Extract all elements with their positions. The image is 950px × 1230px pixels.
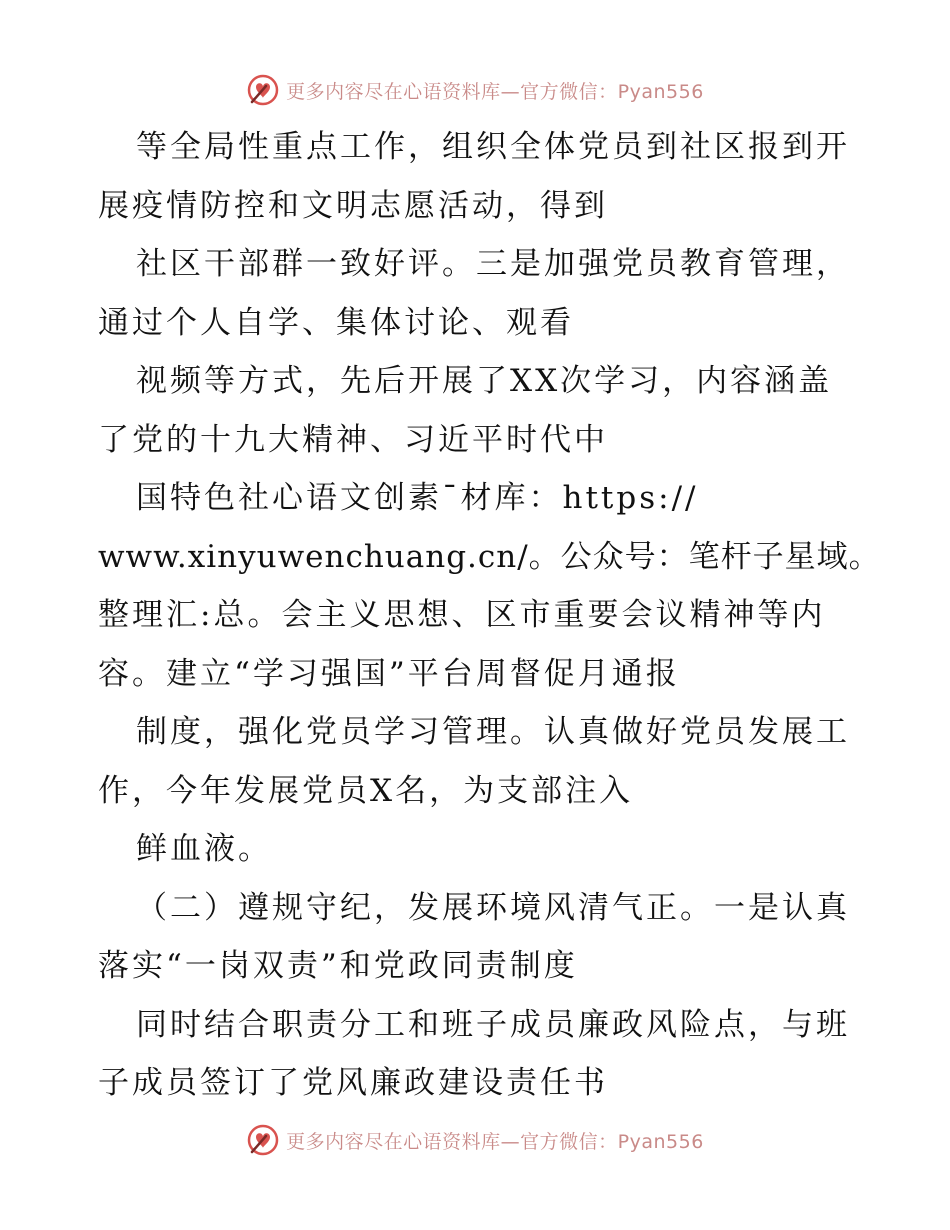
body-line: 鲜血液。 (136, 831, 272, 867)
section-heading-line: （二）遵规守纪，发展环境风清气正。一是认真 (136, 889, 850, 926)
body-line: 社区干部群一致好评。三是加强党员教育管理， (136, 246, 850, 282)
heart-pen-logo-icon (246, 73, 280, 107)
body-line: 等全局性重点工作，组织全体党员到社区报到开 (136, 129, 850, 165)
body-line: 通过个人自学、集体讨论、观看 (98, 304, 574, 341)
body-line: 落实“一岗双责”和党政同责制度 (98, 948, 578, 984)
body-line: 整理汇:总。会主义思想、区市重要会议精神等内 (98, 597, 826, 633)
body-line: 作，今年发展党员X名，为支部注入 (98, 772, 634, 809)
document-body (98, 118, 881, 1113)
body-line: 子成员签订了党风廉政建设责任书 (98, 1065, 608, 1101)
body-line: 视频等方式，先后开展了XX次学习，内容涵盖 (136, 363, 833, 399)
header-banner (0, 70, 950, 110)
body-line: 了党的十九大精神、习近平时代中 (98, 421, 608, 458)
footer-banner (0, 1120, 950, 1160)
body-line-url: www.xinyuwenchuang.cn/。公众号：笔杆子星域。 (98, 538, 881, 575)
header-banner-text: 更多内容尽在心语资料库—官方微信：Pyan556 (286, 80, 704, 103)
footer-banner-text: 更多内容尽在心语资料库—官方微信：Pyan556 (286, 1130, 704, 1153)
body-line: 同时结合职责分工和班子成员廉政风险点，与班 (136, 1006, 850, 1043)
body-line: 展疫情防控和文明志愿活动，得到 (98, 187, 608, 224)
body-line: 制度，强化党员学习管理。认真做好党员发展工 (136, 714, 850, 750)
heart-pen-logo-icon (246, 1123, 280, 1157)
body-line: 国特色社心语文创素¯材库：https:// (136, 480, 699, 516)
body-line: 容。建立“学习强国”平台周督促月通报 (98, 655, 680, 692)
